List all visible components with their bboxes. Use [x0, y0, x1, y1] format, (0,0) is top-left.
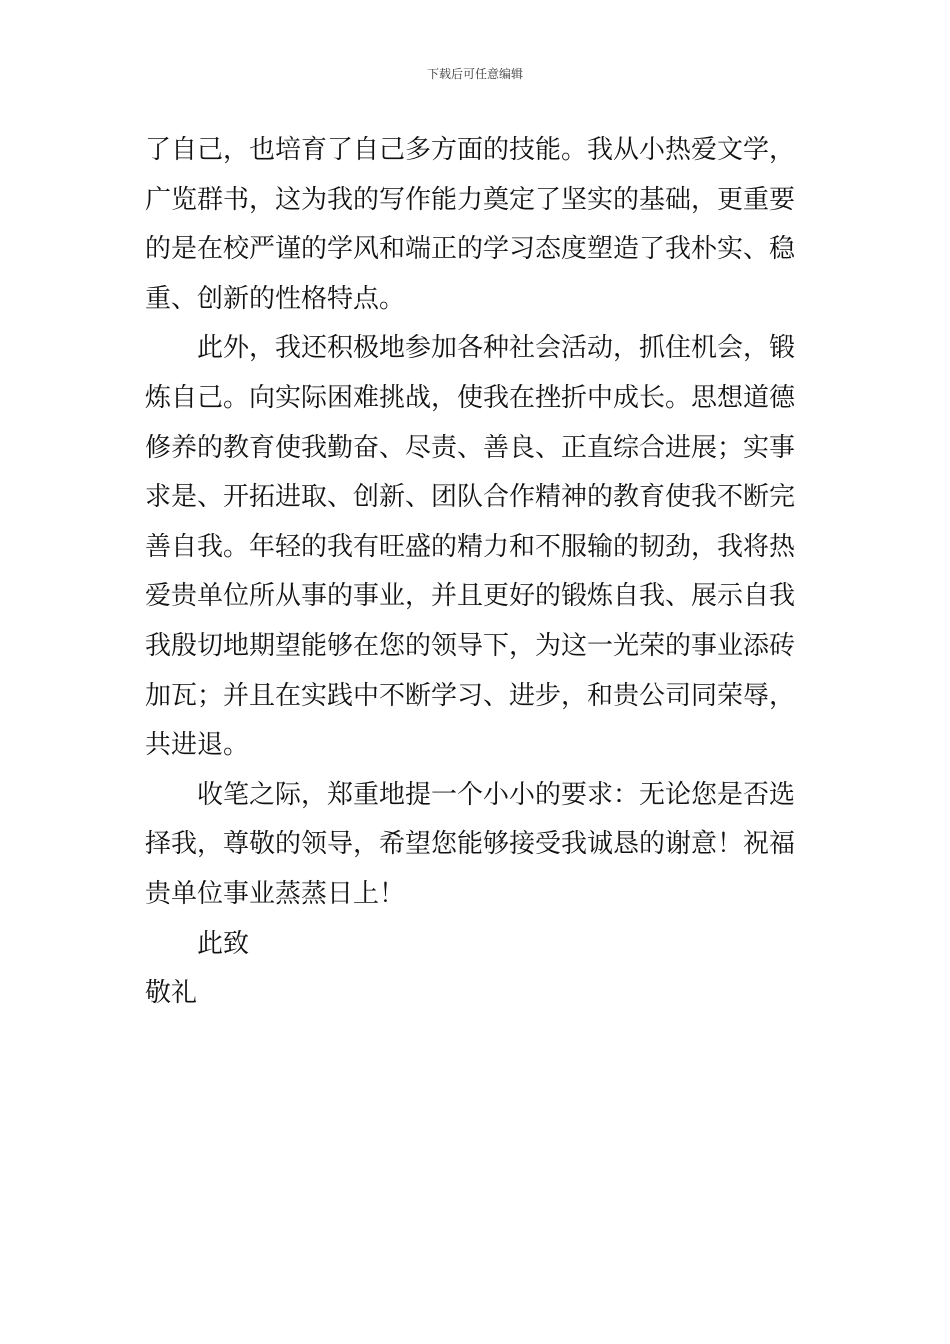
closing-regards: 敬礼: [145, 978, 198, 1009]
text-line: 收笔之际，郑重地提一个小小的要求：无论您是否选: [197, 779, 796, 810]
closing-salutation: 此致: [197, 928, 250, 959]
text-line: 炼自己。向实际困难挑战，使我在挫折中成长。思想道德: [145, 382, 796, 413]
text-line: 加瓦；并且在实践中不断学习、进步，和贵公司同荣辱，: [145, 680, 796, 711]
paragraph-3: [145, 771, 810, 920]
letter-closing: [145, 920, 810, 1019]
text-line: 求是、开拓进取、创新、团队合作精神的教育使我不断完: [145, 482, 796, 513]
text-line: 共进退。: [145, 730, 250, 761]
text-line: 了自己，也培育了自己多方面的技能。我从小热爱文学，: [145, 135, 796, 165]
text-line: 善自我。年轻的我有旺盛的精力和不服输的韧劲，我将热: [145, 531, 796, 562]
letter-body: [145, 126, 810, 1019]
page-header: 下载后可任意编辑: [426, 67, 523, 81]
paragraph-2: [145, 324, 810, 770]
text-line: 重、创新的性格特点。: [145, 283, 406, 314]
text-line: 我殷切地期望能够在您的领导下，为这一光荣的事业添砖: [145, 630, 796, 661]
text-line: 此外，我还积极地参加各种社会活动，抓住机会，锻: [197, 333, 796, 364]
text-line: 择我，尊敬的领导，希望您能够接受我诚恳的谢意！祝福: [145, 829, 796, 860]
text-line: 广览群书，这为我的写作能力奠定了坚实的基础，更重要: [145, 184, 796, 215]
paragraph-1: [145, 126, 810, 324]
text-line: 贵单位事业蒸蒸日上！: [145, 878, 406, 909]
text-line: 爱贵单位所从事的事业，并且更好的锻炼自我、展示自我: [145, 581, 796, 612]
text-line: 修养的教育使我勤奋、尽责、善良、正直综合进展；实事: [145, 432, 796, 463]
text-line: 的是在校严谨的学风和端正的学习态度塑造了我朴实、稳: [145, 234, 796, 265]
